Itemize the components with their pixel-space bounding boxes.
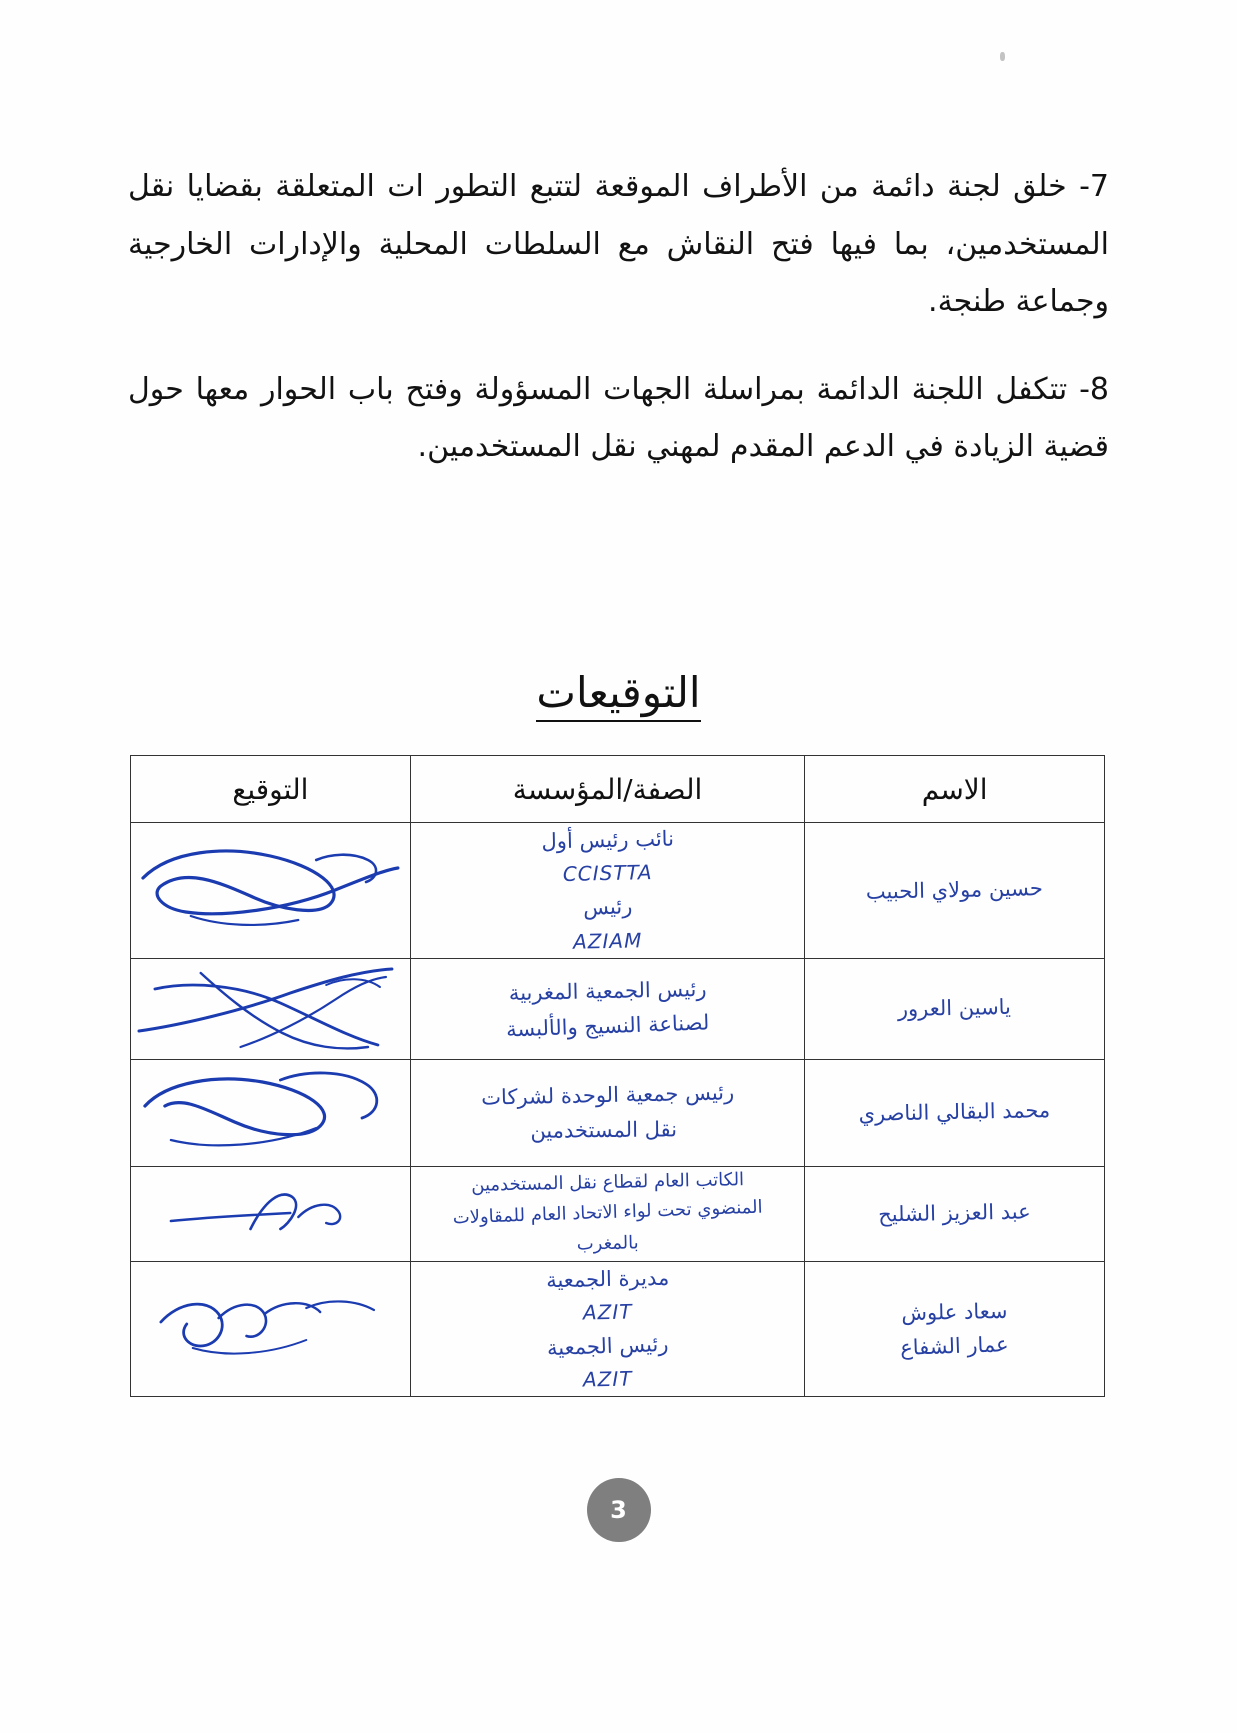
cell-name	[805, 1261, 1105, 1397]
cell-signature	[131, 1059, 411, 1166]
cell-signature	[131, 1166, 411, 1261]
signatory-role-line-2: المنضوي تحت لواء الاتحاد العام للمقاولات	[452, 1196, 763, 1229]
clause-7	[128, 158, 1109, 331]
signatures-title	[0, 668, 1237, 717]
signatory-role-line-2: نقل المستخدمين	[530, 1116, 677, 1143]
signatures-table	[130, 755, 1105, 1397]
cell-name	[805, 1166, 1105, 1261]
cell-name	[805, 1059, 1105, 1166]
cell-role	[410, 1166, 804, 1261]
table-header-row	[131, 756, 1105, 823]
signatory-role-line-2: رئيس الجمعية	[546, 1331, 669, 1360]
clause-8	[128, 361, 1109, 476]
signatory-name-line-2: عمار الشفاع	[900, 1331, 1010, 1360]
signatory-role-line-1: رئيس الجمعية المغربية	[508, 977, 707, 1006]
signatory-name: عبد العزيز الشليح	[878, 1199, 1032, 1227]
cell-signature	[131, 1261, 411, 1397]
page-number-text: 3	[610, 1496, 627, 1524]
signatory-name: محمد البقالي الناصري	[858, 1098, 1051, 1127]
clause-8-number: 8-	[1079, 371, 1109, 407]
page-number-badge	[587, 1478, 651, 1542]
cell-signature	[131, 823, 411, 959]
clause-7-text: خلق لجنة دائمة من الأطراف الموقعة لتتبع التطور ات المتعلقة بقضايا نقل المستخدمين، بما فيها فتح النقاش مع السلطات المحلية والإدارات الخارجية وجماعة طنجة.	[128, 169, 1109, 320]
signatory-role-latin-1: AZIT	[582, 1299, 633, 1325]
table-row	[131, 1059, 1105, 1166]
signatory-role-line-3: بالمغرب	[576, 1232, 639, 1255]
header-name: الاسم	[805, 756, 1105, 823]
signatory-role-latin-2: AZIAM	[572, 927, 643, 954]
signature-scribble-icon	[131, 838, 410, 942]
signatory-role-line-1: رئيس جمعية الوحدة لشركات	[480, 1080, 735, 1110]
signatory-role-line-1: نائب رئيس أول	[541, 826, 674, 854]
signature-scribble-icon	[131, 1274, 410, 1384]
table-row	[131, 1166, 1105, 1261]
table-row	[131, 958, 1105, 1059]
table-row	[131, 823, 1105, 959]
header-role: الصفة/المؤسسة	[410, 756, 804, 823]
signatures-title-text: التوقيعات	[536, 668, 700, 722]
signatory-role-latin-1: CCISTTA	[562, 860, 653, 887]
body-text	[128, 128, 1109, 482]
cell-signature	[131, 958, 411, 1059]
cell-name	[805, 958, 1105, 1059]
clause-8-text: تتكفل اللجنة الدائمة بمراسلة الجهات المسؤولة وفتح باب الحوار معها حول قضية الزيادة في الدعم المقدم لمهني نقل المستخدمين.	[128, 371, 1109, 465]
signatory-role-line-1: الكاتب العام لقطاع نقل المستخدمين	[470, 1168, 745, 1196]
cell-role	[410, 1261, 804, 1397]
signatory-role-line-2: لصناعة النسيج والألبسة	[505, 1009, 710, 1042]
header-signature: التوقيع	[131, 756, 411, 823]
clause-7-number: 7-	[1079, 169, 1109, 204]
signature-scribble-icon	[131, 959, 410, 1059]
signature-scribble-icon	[131, 1167, 410, 1261]
signatory-role-latin-2: AZIT	[582, 1366, 633, 1392]
scan-speckle	[1000, 52, 1005, 61]
cell-name	[805, 823, 1105, 959]
table-row	[131, 1261, 1105, 1397]
cell-role	[410, 823, 804, 959]
signatory-role-line-1: مديرة الجمعية	[545, 1265, 670, 1292]
cell-role	[410, 958, 804, 1059]
signatory-role-line-2: رئيس	[582, 894, 633, 921]
signatory-name: حسين مولاي الحبيب	[865, 876, 1044, 904]
cell-role	[410, 1059, 804, 1166]
signatory-name: سعاد علوش	[901, 1298, 1008, 1325]
signature-scribble-icon	[131, 1060, 410, 1166]
signatory-name: ياسين العرور	[897, 995, 1012, 1022]
